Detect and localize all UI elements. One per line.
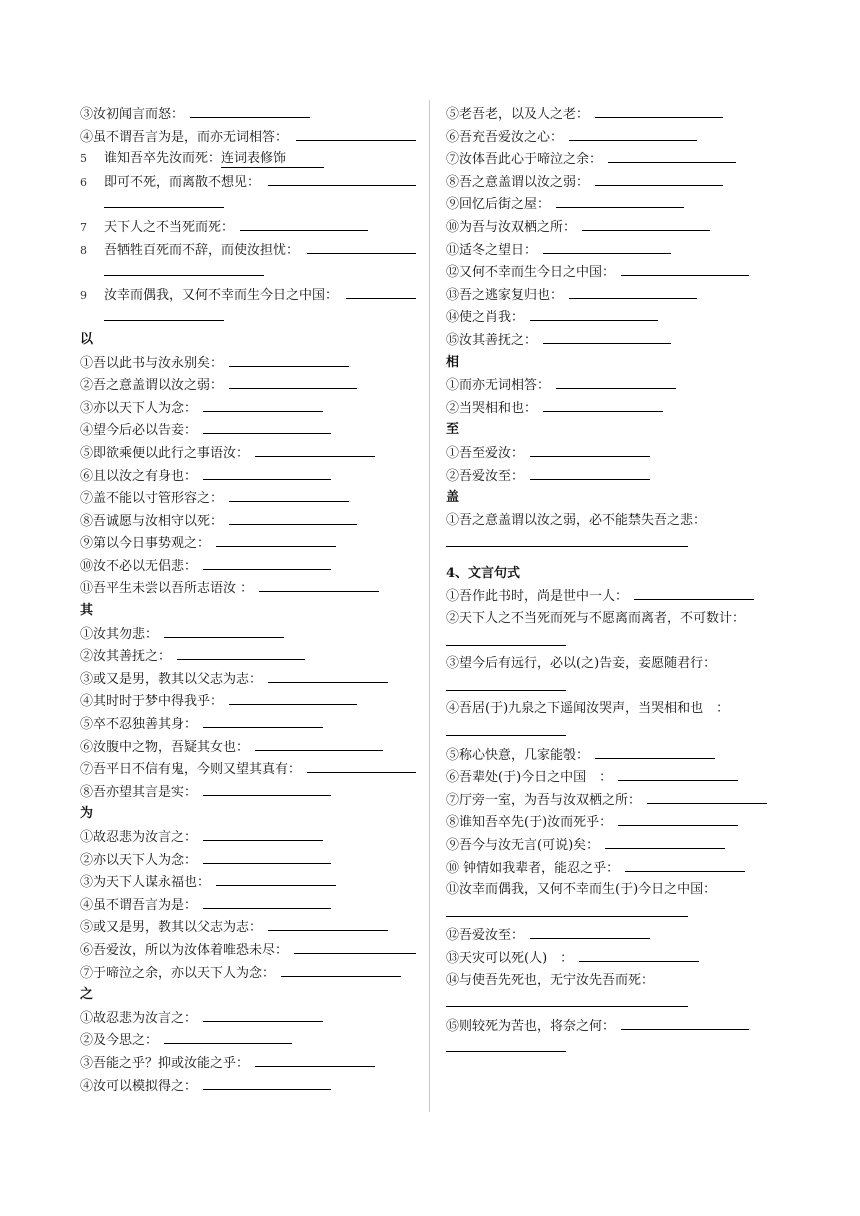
answer-blank[interactable] <box>618 766 738 781</box>
item-text: ⑦盖不能以寸管形容之： <box>80 491 224 507</box>
filled-answer: 连词表修饰 <box>221 151 324 168</box>
exercise-item <box>446 1015 782 1038</box>
exercise-item <box>80 419 416 442</box>
answer-blank[interactable] <box>203 826 323 841</box>
answer-blank[interactable] <box>229 352 349 367</box>
item-text: ⑮则较死为苦也，将奈之何： <box>446 1018 616 1034</box>
answer-blank[interactable] <box>543 397 663 412</box>
answer-blank[interactable] <box>104 193 224 208</box>
item-text: ①吾至爱汝： <box>446 445 525 461</box>
exercise-item <box>80 1029 416 1052</box>
item-number: 6 <box>80 175 87 189</box>
exercise-item <box>80 736 416 759</box>
exercise-item <box>446 148 782 171</box>
syntax-section <box>446 563 782 1060</box>
answer-blank[interactable] <box>229 374 357 389</box>
answer-blank[interactable] <box>605 834 725 849</box>
exercise-item <box>80 577 416 600</box>
exercise-item <box>80 894 416 917</box>
exercise-item <box>446 239 782 262</box>
answer-blank[interactable] <box>164 623 284 638</box>
exercise-item <box>80 962 416 985</box>
exercise-item <box>446 766 782 789</box>
item-text: ②及今思之： <box>80 1033 159 1049</box>
item-text: ①汝其勿悲： <box>80 626 159 642</box>
answer-blank[interactable] <box>281 962 401 977</box>
item-number: 9 <box>80 288 87 302</box>
item-text: ④其时时于梦中得我乎： <box>80 694 224 710</box>
answer-blank[interactable] <box>530 306 658 321</box>
exercise-item <box>446 653 782 676</box>
item-text: ⑤老吾老，以及人之老： <box>446 107 590 122</box>
exercise-item <box>80 171 416 194</box>
answer-blank[interactable] <box>216 532 336 547</box>
item-text: ⑬吾之逃家复归也： <box>446 287 564 303</box>
section-heading: 4、文言句式 <box>446 565 521 581</box>
item-text: ⑧谁知吾卒先(于)汝而死乎： <box>446 815 613 831</box>
answer-blank[interactable] <box>296 126 416 141</box>
exercise-item <box>80 216 416 239</box>
item-text: ④吾居(于)九泉之下遥闻汝哭声，当哭相和也 ： <box>446 701 730 717</box>
exercise-item <box>80 781 416 804</box>
answer-blank[interactable] <box>216 871 336 886</box>
answer-continuation <box>446 1037 782 1060</box>
column-divider <box>429 100 430 1112</box>
right-sections <box>446 352 782 533</box>
item-text: ⑦于啼泣之余，亦以天下人为念： <box>80 965 276 981</box>
exercise-item <box>446 465 782 488</box>
answer-blank[interactable] <box>104 261 264 276</box>
answer-blank[interactable] <box>268 668 388 683</box>
exercise-item <box>446 284 782 307</box>
answer-blank[interactable] <box>621 1015 749 1030</box>
section-heading: 之 <box>80 987 94 1003</box>
item-text: ⑩ 钟情如我辈者，能忍之乎： <box>446 860 620 876</box>
exercise-item <box>80 555 416 578</box>
exercise-item <box>80 849 416 872</box>
answer-blank[interactable] <box>569 126 697 141</box>
exercise-item <box>446 374 782 397</box>
exercise-item <box>446 329 782 352</box>
item-text: ⑭与使吾先死也，无宁汝先吾而死： <box>446 972 655 988</box>
exercise-item <box>446 608 782 631</box>
item-text: ②天下人之不当死而死与不愿离而离者，不可数计： <box>446 611 746 627</box>
exercise-item <box>446 698 782 721</box>
exercise-item <box>80 239 416 262</box>
answer-blank[interactable] <box>618 811 738 826</box>
answer-continuation <box>446 676 782 699</box>
exercise-item <box>80 442 416 465</box>
exercise-item <box>80 645 416 668</box>
item-text: ③望今后有远行，必以(之)告妾，妾愿随君行： <box>446 656 717 672</box>
item-text: ①故忍悲为汝言之： <box>80 830 198 845</box>
item-text: ⑥且以汝之有身也： <box>80 468 198 484</box>
item-text: ②吾之意盖谓以汝之弱： <box>80 378 224 394</box>
item-text: ⑤即欲乘便以此行之事语汝： <box>80 445 250 461</box>
item-text: ⑥吾充吾爱汝之心： <box>446 129 564 145</box>
answer-blank[interactable] <box>268 171 416 186</box>
item-number: 8 <box>80 243 87 257</box>
answer-blank[interactable] <box>446 631 566 646</box>
exercise-item <box>80 374 416 397</box>
item-text: ①吾以此书与汝永别矣： <box>80 355 224 371</box>
exercise-item <box>446 857 782 880</box>
answer-blank[interactable] <box>634 585 754 600</box>
answer-blank[interactable] <box>530 924 650 939</box>
answer-blank[interactable] <box>164 1029 292 1044</box>
exercise-item <box>80 690 416 713</box>
item-text: ⑨第以今日事势观之： <box>80 536 211 552</box>
answer-blank[interactable] <box>203 555 331 570</box>
item-text: ⑧吾亦望其言是实： <box>80 784 198 800</box>
answer-blank[interactable] <box>104 306 224 321</box>
item-text: ⑬天灾可以死(人) ： <box>446 950 574 966</box>
exercise-item <box>80 1075 416 1098</box>
exercise-item <box>80 103 416 126</box>
exercise-item <box>446 789 782 812</box>
answer-blank[interactable] <box>203 419 331 434</box>
item-text: ③或又是男，教其以父志为志： <box>80 671 263 687</box>
answer-blank[interactable] <box>582 216 710 231</box>
answer-blank[interactable] <box>446 676 566 691</box>
exercise-item <box>446 193 782 216</box>
exercise-item <box>446 879 782 902</box>
exercise-item <box>446 970 782 993</box>
exercise-item <box>80 1007 416 1030</box>
exercise-item <box>80 826 416 849</box>
item-text: ⑭使之肖我： <box>446 310 525 326</box>
item-text: ⑨回忆后街之屋： <box>446 197 551 213</box>
answer-blank[interactable] <box>177 645 305 660</box>
item-text: ⑧吾诚愿与汝相守以死： <box>80 513 224 529</box>
item-text: ①而亦无词相答： <box>446 378 551 394</box>
item-text: ⑥吾爱汝，所以为汝体着唯恐未尽： <box>80 942 289 958</box>
answer-blank[interactable] <box>346 284 416 299</box>
item-number: 5 <box>80 152 87 166</box>
answer-blank[interactable] <box>255 1052 375 1067</box>
item-text: ④望今后必以告妾： <box>80 423 198 439</box>
exercise-item <box>80 1052 416 1075</box>
exercise-item <box>80 532 416 555</box>
spacer <box>446 555 782 563</box>
answer-continuation <box>446 532 782 555</box>
answer-blank[interactable] <box>621 261 749 276</box>
answer-blank[interactable] <box>307 758 416 773</box>
exercise-item <box>446 126 782 149</box>
answer-continuation <box>446 902 782 925</box>
item-text: ④虽不谓吾言为是： <box>80 897 198 913</box>
answer-blank[interactable] <box>203 1007 323 1022</box>
answer-blank[interactable] <box>255 736 383 751</box>
answer-blank[interactable] <box>595 171 723 186</box>
exercise-item <box>80 352 416 375</box>
item-text: ⑨吾今与汝无言(可说)矣： <box>446 838 600 853</box>
item-text: ②汝其善抚之： <box>80 649 172 665</box>
exercise-item <box>80 284 416 307</box>
exercise-item <box>446 744 782 767</box>
answer-blank[interactable] <box>446 721 566 736</box>
answer-blank[interactable] <box>556 374 676 389</box>
syntax-items <box>446 585 782 1059</box>
section-heading: 以 <box>80 331 94 347</box>
item-text: ⑥吾辈处(于)今日之中国 ： <box>446 770 613 786</box>
exercise-item <box>446 306 782 329</box>
item-text: 天下人之不当死而死： <box>104 219 235 235</box>
answer-blank[interactable] <box>203 894 331 909</box>
item-text: ⑮汝其善抚之： <box>446 332 538 348</box>
exercise-item <box>446 442 782 465</box>
exercise-item <box>446 585 782 608</box>
answer-blank[interactable] <box>268 916 388 931</box>
answer-blank[interactable] <box>446 532 688 547</box>
answer-blank[interactable] <box>543 329 671 344</box>
answer-blank[interactable] <box>446 992 688 1007</box>
item-text: ⑩汝不必以无侣悲： <box>80 558 198 574</box>
item-text: ⑤或又是男，教其以父志为志： <box>80 920 263 936</box>
item-text: ①吾作此书时，尚是世中一人： <box>446 589 629 605</box>
item-text: ②吾爱汝至： <box>446 468 525 484</box>
answer-continuation <box>80 261 416 284</box>
answer-blank[interactable] <box>229 690 357 705</box>
section-heading: 至 <box>446 422 460 438</box>
answer-blank[interactable] <box>203 465 331 480</box>
section-heading: 盖 <box>446 490 460 506</box>
exercise-item <box>80 487 416 510</box>
answer-blank[interactable] <box>595 103 723 118</box>
answer-blank[interactable] <box>190 103 310 118</box>
item-number: 7 <box>80 220 87 234</box>
exercise-item <box>80 397 416 420</box>
item-text: ⑪汝幸而偶我，又何不幸而生(于)今日之中国： <box>446 882 717 898</box>
item-text: ⑥汝腹中之物，吾疑其女也： <box>80 739 250 755</box>
item-text: ⑦厅旁一室，为吾与汝双栖之所： <box>446 792 642 808</box>
answer-blank[interactable] <box>203 781 331 796</box>
answer-continuation <box>446 721 782 744</box>
item-text: ④汝可以模拟得之： <box>80 1078 198 1094</box>
section-heading: 相 <box>446 354 460 370</box>
exercise-item <box>80 510 416 533</box>
item-text: ⑪适冬之望日： <box>446 242 538 258</box>
item-text: ⑦汝体吾此心于啼泣之余： <box>446 152 603 168</box>
answer-continuation <box>446 992 782 1015</box>
answer-blank[interactable] <box>259 577 379 592</box>
answer-continuation <box>80 306 416 329</box>
item-text: ②当哭相和也： <box>446 400 538 416</box>
answer-blank[interactable] <box>229 487 349 502</box>
answer-blank[interactable] <box>595 744 715 759</box>
exercise-item <box>446 924 782 947</box>
exercise-item <box>80 939 416 962</box>
item-text: ②亦以天下人为念： <box>80 852 198 868</box>
exercise-item <box>80 713 416 736</box>
item-text: ①吾之意盖谓以汝之弱，必不能禁失吾之悲： <box>446 512 707 528</box>
answer-blank[interactable] <box>530 442 650 457</box>
exercise-item <box>446 397 782 420</box>
item-text: 汝幸而偶我，又何不幸而生今日之中国： <box>104 287 339 303</box>
answer-blank[interactable] <box>240 216 368 231</box>
answer-blank[interactable] <box>307 239 416 254</box>
exercise-item <box>446 834 782 857</box>
answer-blank[interactable] <box>569 284 697 299</box>
answer-blank[interactable] <box>608 148 736 163</box>
item-text: ⑩为吾与汝双栖之所： <box>446 219 577 235</box>
answer-blank[interactable] <box>556 193 684 208</box>
exercise-item <box>80 465 416 488</box>
item-text: ④虽不谓吾言为是，而亦无词相答： <box>80 129 289 145</box>
answer-blank[interactable] <box>530 465 650 480</box>
answer-blank[interactable] <box>625 857 745 872</box>
item-text: ⑦吾平日不信有鬼，今则又望其真有： <box>80 762 302 778</box>
item-text: 即可不死，而离散不想见： <box>104 174 261 190</box>
answer-blank[interactable] <box>579 947 699 962</box>
exercise-item <box>80 148 416 171</box>
section-heading: 其 <box>80 603 94 619</box>
item-text: ⑧吾之意盖谓以汝之弱： <box>446 174 590 190</box>
exercise-item <box>80 916 416 939</box>
item-text: ⑤卒不忍独善其身： <box>80 717 198 733</box>
item-text: ⑫又何不幸而生今日之中国： <box>446 265 616 281</box>
item-text: ⑤称心快意，几家能彀： <box>446 747 590 763</box>
item-text: 吾牺牲百死而不辞，而使汝担忧： <box>104 242 300 258</box>
answer-blank[interactable] <box>294 939 416 954</box>
exercise-item <box>446 103 782 126</box>
answer-blank[interactable] <box>203 1075 331 1090</box>
answer-blank[interactable] <box>255 442 375 457</box>
item-text: ⑪吾平生未尝以吾所志语汝 ： <box>80 581 254 597</box>
item-text: 谁知吾卒先汝而死： <box>104 151 222 167</box>
left-column <box>80 103 416 1097</box>
section-heading: 为 <box>80 806 94 822</box>
exercise-item <box>80 126 416 149</box>
answer-blank[interactable] <box>203 713 323 728</box>
left-sections <box>80 329 416 1097</box>
answer-blank[interactable] <box>203 397 323 412</box>
item-text: ③汝初闻言而怒： <box>80 107 185 122</box>
exercise-item <box>446 510 782 533</box>
item-text: ①故忍悲为汝言之： <box>80 1010 198 1026</box>
exercise-item <box>80 871 416 894</box>
exercise-item <box>446 216 782 239</box>
exercise-item <box>446 171 782 194</box>
answer-continuation <box>446 631 782 654</box>
answer-blank[interactable] <box>446 1037 566 1052</box>
right-column <box>446 103 782 1060</box>
answer-continuation <box>80 193 416 216</box>
item-text: ⑫吾爱汝至： <box>446 928 525 944</box>
answer-blank[interactable] <box>229 510 357 525</box>
exercise-item <box>80 623 416 646</box>
exercise-item <box>80 758 416 781</box>
answer-blank[interactable] <box>543 239 671 254</box>
item-text: ③为天下人谋永福也： <box>80 875 211 891</box>
right-continued-items <box>446 103 782 352</box>
exercise-item <box>446 261 782 284</box>
item-text: ③吾能之乎？抑或汝能之乎： <box>80 1055 250 1071</box>
exercise-item <box>446 811 782 834</box>
answer-blank[interactable] <box>446 902 688 917</box>
item-text: ③亦以天下人为念： <box>80 400 198 416</box>
exercise-item <box>80 668 416 691</box>
exercise-item <box>446 947 782 970</box>
answer-blank[interactable] <box>647 789 767 804</box>
answer-blank[interactable] <box>203 849 331 864</box>
